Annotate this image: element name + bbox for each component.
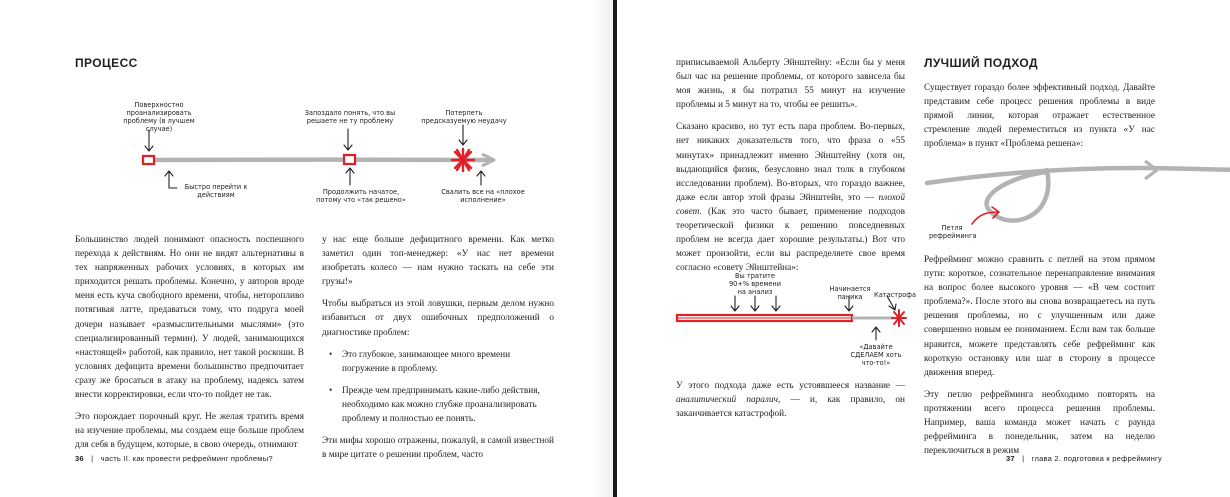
left-column-2 (322, 233, 554, 462)
loop-label: Петля рефрейминга (929, 224, 977, 240)
note-predictable-failure: Потерпеть предсказуемую неудачу (421, 109, 507, 125)
arrow-analysis-3 (772, 296, 780, 311)
paragraph: приписываемой Альберту Эйнштейну: «Если бы у меня был час на решение проблемы, от которого зависела бы моя жизнь, я бы потратил 55 минут на изучение проблемы и 5 минут на то, чтобы ее решить». (676, 58, 905, 111)
arrow-do-something (872, 327, 880, 340)
solution-path-loop (987, 170, 1049, 221)
reframing-loop-diagram (617, 0, 1230, 260)
right-page (617, 0, 1230, 497)
mark-surface-analysis (143, 156, 154, 164)
note-surface-analysis: Поверхностно проанализировать проблему (в лучшем случае) (123, 101, 195, 133)
splat-failure-icon (452, 149, 474, 171)
arrow-quick (165, 171, 177, 188)
arrow-analysis-1 (731, 296, 739, 311)
paragraph: У этого подхода даже есть устоявшееся название — аналитический паралич, — и, как правило, он заканчивается катастрофой. (676, 381, 905, 420)
right-column-1-bottom (676, 379, 905, 421)
running-head: часть II. как провести рефрейминг проблемы? (100, 454, 273, 463)
paragraph: Существует гораздо более эффективный подход. Давайте представим себе процесс решения проблемы в виде прямой линии, которая отражает естественное стремление людей переместиться из пункта «У нас проблема» в пункт «Проблема решена»: (924, 83, 1155, 150)
arrow-continue (346, 168, 354, 185)
left-column-1 (75, 233, 304, 452)
myth-list (322, 348, 554, 426)
paragraph: Рефрейминг можно сравнить с петлей на этом прямом пути: короткое, сознательное перенаправление внимания на вопрос более высокого уровня — «В чем состоит проблема?». После этого вы снова возвращаетесь на путь решения проблемы, но с улучшенным или даже совершенно новым ее пониманием. Если вам так больше нравится, можете представлять себе рефрейминг как короткую остановку или шаг в сторону в процессе движения вперед. (924, 255, 1155, 378)
right-column-2-bottom (924, 253, 1155, 458)
spine-shadow (590, 0, 613, 497)
note-panic: Начинается паника (829, 285, 871, 301)
note-do-something: «Давайте СДЕЛАЕМ хоть что-то!» (850, 343, 902, 367)
note-late-realization: Запоздало понять, что вы решаете не ту проблему (304, 109, 396, 125)
left-page (0, 0, 613, 497)
note-spend-time: Вы тратите 90+% времени на анализ (728, 272, 782, 296)
note-disaster: Катастрофа (874, 291, 916, 299)
list-item: • Это глубокое, занимающее много времени погружение в проблему. (322, 348, 554, 376)
left-footer (75, 454, 273, 463)
paragraph: Сказано красиво, но тут есть пара проблем. Во-первых, нет никаких доказательств того, что фраза о «55 минутах» принадлежит именно Эйнштейну (хотя он, выдающийся физик, безусловно знал толк в глубоком исследовании проблем). Во-вторых, что гораздо важнее, даже если автор этой фразы Эйнштейн, это — плохой совет. (Как это часто бывает, применение подходов теоретической физики к решению повседневных проблем не всегда дает хорошие результаты.) Вот что может произойти, если вы распределяете свое время согласно «совету Эйнштейна»: (676, 122, 905, 274)
arrow-blame (477, 171, 485, 185)
paragraph: Эти мифы хорошо отражены, пожалуй, в самой известной в мире цитате о решении проблем, часто (322, 436, 554, 461)
page-number: 37 (1006, 454, 1015, 463)
solution-path-line (927, 168, 1230, 183)
arrow-expect (459, 125, 467, 145)
emphasis-bad-advice: плохой совет (676, 192, 905, 217)
note-blame-execution: Свалить все на «плохое исполнение» (441, 188, 525, 204)
mark-late-realization (344, 155, 355, 164)
running-head: глава 2. подготовка к рефреймингу (1031, 454, 1163, 463)
catastrophe-splat-icon (892, 310, 906, 326)
note-continue: Продолжить начатое, потому что «так решено» (316, 188, 406, 204)
arrow-late (344, 129, 352, 150)
emphasis-analysis-paralysis: аналитический паралич (676, 395, 779, 406)
paragraph: у нас еще больше дефицитного времени. Как метко заметил один топ-менеджер: «У нас нет времени изобретать колесо — нам нужно таскать на себе эти грузы!» (322, 235, 554, 288)
arrow-analysis-2 (751, 296, 759, 311)
note-quick-action: Быстро перейти к действиям (184, 183, 248, 199)
paragraph: Чтобы выбраться из этой ловушки, первым делом нужно избавиться от двух ошибочных предположений о диагностике проблем: (322, 299, 554, 338)
footer-separator: | (91, 454, 94, 463)
list-item: • Прежде чем предпринимать какие-либо действия, необходимо как можно глубже проанализировать проблему и полностью ее понять. (322, 384, 554, 426)
paragraph: Эту петлю рефрейминга необходимо повторять на протяжении всего процесса решения проблемы. Например, ваша команда может начать с раунда рефрейминга в понедельник, затем на неделю переключиться в режим (924, 389, 1155, 457)
arrow-surface (145, 130, 153, 151)
left-heading: ПРОЦЕСС (75, 56, 138, 70)
right-heading: ЛУЧШИЙ ПОДХОД (924, 56, 1038, 70)
loop-pointer-arrow (972, 207, 999, 224)
footer-separator: | (1022, 454, 1025, 463)
paragraph: Большинство людей понимают опасность поспешного перехода к действиям. Но они не видят альтернативы в тех напряженных рабочих условиях, в которых им приходится решать проблемы. Конечно, у авторов вроде меня есть куча свободного времени, чтобы, неторопливо потягивая латте, предаваться тому, что подруга моей дочери называет «размыслительными мыслями» (это специализированный термин). У людей, занимающихся «настоящей» работой, как правило, нет такой роскоши. В условиях дефицита времени большинство предпочитает сразу же бросаться в атаку на проблему, надеясь затем внести корректировки, если что-то пойдет не так. (75, 235, 304, 401)
paragraph: Это порождает порочный круг. Не желая тратить время на изучение проблемы, мы создаем еще больше проблем для себя в будущем, которые, в свою очередь, отнимают (75, 412, 304, 451)
right-footer (1006, 454, 1162, 463)
page-number: 36 (75, 454, 84, 463)
